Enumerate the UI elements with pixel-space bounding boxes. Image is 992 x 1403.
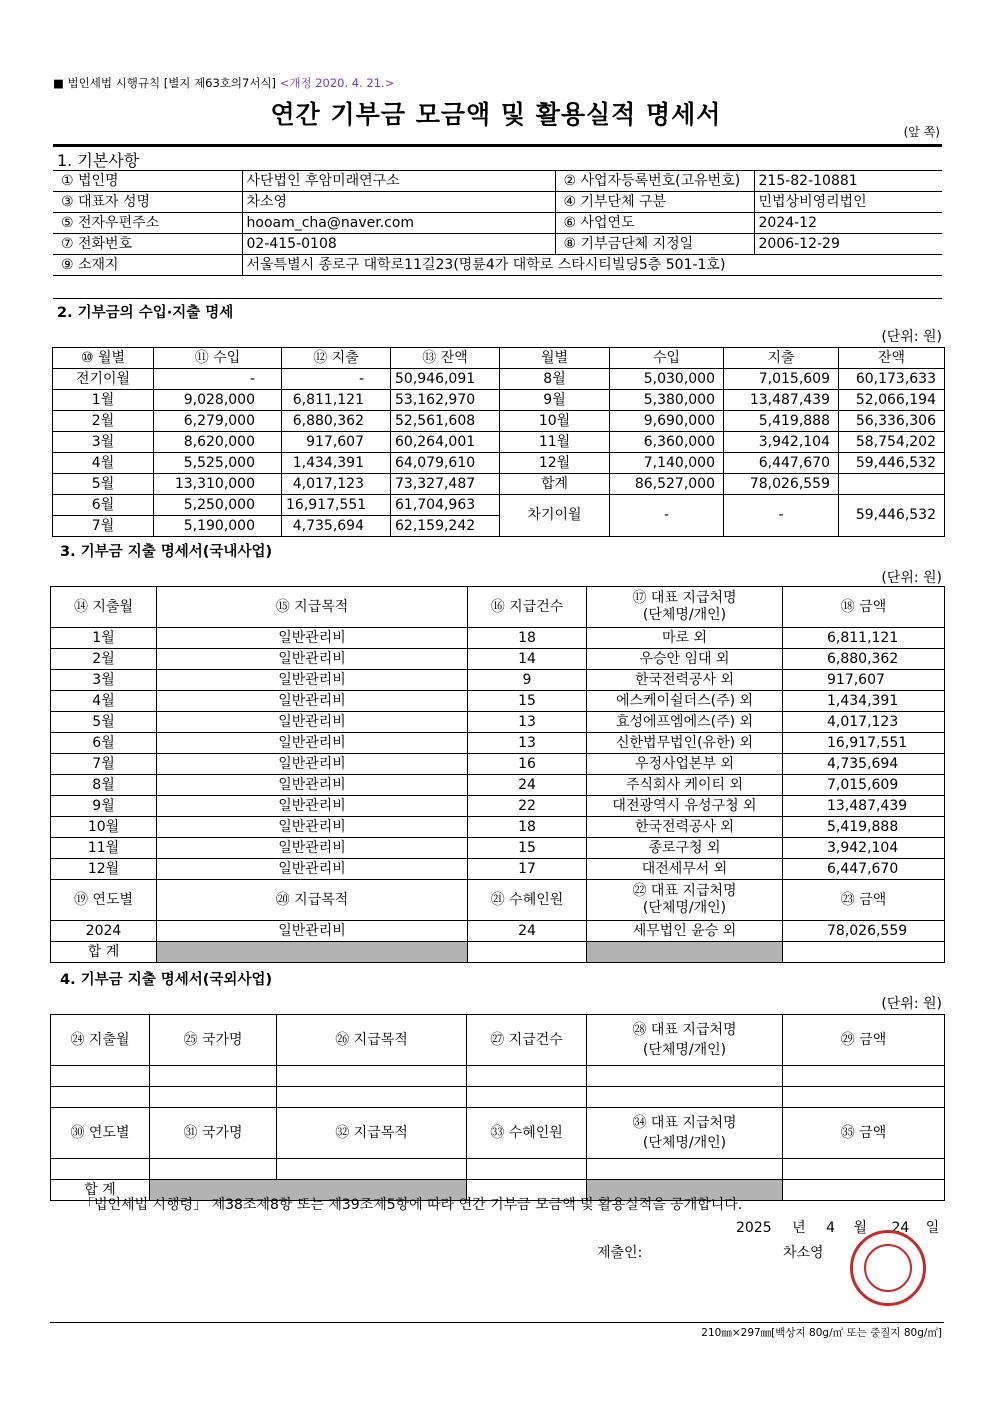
- expense-cell: 주식회사 케이티 외: [587, 775, 783, 796]
- expense-cell: 13: [468, 733, 587, 754]
- column-header: 지출: [724, 348, 839, 369]
- column-header: ⑩ 월별: [53, 348, 154, 369]
- expense-cell: 3월: [51, 670, 157, 691]
- header-line: ㉘ 대표 지급처명: [632, 1022, 737, 1038]
- monthly-cell: 6,447,670: [724, 453, 839, 474]
- expense-cell: 대전세무서 외: [587, 859, 783, 880]
- column-header: ㉓ 금액: [783, 880, 945, 921]
- column-header: ⑱ 금액: [783, 587, 945, 628]
- column-header: ㉖ 지급목적: [277, 1015, 467, 1066]
- year-cell: 2024: [51, 921, 157, 942]
- year-cell: 24: [468, 921, 587, 942]
- date-month-unit: 월: [853, 1220, 867, 1236]
- column-header: ⑭ 지출월: [51, 587, 157, 628]
- section4-title: 4. 기부금 지출 명세서(국외사업): [60, 972, 273, 988]
- monthly-cell: 86,527,000: [610, 474, 724, 495]
- monthly-cell: 5,525,000: [154, 453, 282, 474]
- info-row: [53, 171, 942, 192]
- header-line: (단체명/개인): [642, 1135, 727, 1151]
- monthly-cell: 52,066,194: [839, 390, 945, 411]
- monthly-cell: 3월: [53, 432, 154, 453]
- expense-cell: 16,917,551: [783, 733, 945, 754]
- expense-cell: 일반관리비: [157, 775, 468, 796]
- submitter-name: 차소영: [783, 1245, 824, 1261]
- expense-cell: 일반관리비: [157, 691, 468, 712]
- monthly-cell: 9,028,000: [154, 390, 282, 411]
- expense-cell: 에스케이쉴더스(주) 외: [587, 691, 783, 712]
- empty-cell: [467, 1066, 587, 1087]
- column-header: ㉕ 국가명: [150, 1015, 277, 1066]
- paper-spec: 210㎜×297㎜[백상지 80g/㎡ 또는 중질지 80g/㎡]: [701, 1327, 942, 1339]
- monthly-cell: 53,162,970: [391, 390, 500, 411]
- expense-cell: 4,017,123: [783, 712, 945, 733]
- monthly-cell: 13,487,439: [724, 390, 839, 411]
- expense-cell: 효성에프엠에스(주) 외: [587, 712, 783, 733]
- expense-cell: 8월: [51, 775, 157, 796]
- info-value: hooam_cha@naver.com: [242, 213, 555, 234]
- expense-row: [51, 649, 945, 670]
- year-cell: 일반관리비: [157, 921, 468, 942]
- expense-row: [51, 838, 945, 859]
- monthly-cell: 4,017,123: [282, 474, 391, 495]
- empty-cell: [468, 942, 587, 963]
- address-value: 서울특별시 종로구 대학로11길23(명륜4가 대학로 스타시티빌딩5층 501-1호): [242, 255, 942, 276]
- blank-row: [51, 1066, 945, 1087]
- expense-cell: 4월: [51, 691, 157, 712]
- page-title: 연간 기부금 모금액 및 활용실적 명세서: [270, 100, 722, 129]
- monthly-cell: 78,026,559: [724, 474, 839, 495]
- monthly-cell: 50,946,091: [391, 369, 500, 390]
- carry-forward-cell: -: [610, 495, 724, 537]
- expense-cell: 일반관리비: [157, 733, 468, 754]
- monthly-cell: 4,735,694: [282, 516, 391, 537]
- monthly-cell: [839, 474, 945, 495]
- expense-cell: 5,419,888: [783, 817, 945, 838]
- info-row: [53, 213, 942, 234]
- expense-cell: 15: [468, 838, 587, 859]
- monthly-row: [53, 411, 945, 432]
- expense-cell: 일반관리비: [157, 628, 468, 649]
- monthly-cell: 6,360,000: [610, 432, 724, 453]
- expense-cell: 22: [468, 796, 587, 817]
- date-year: 2025: [736, 1220, 772, 1236]
- expense-row: [51, 775, 945, 796]
- expense-row: [51, 754, 945, 775]
- carry-forward-cell: 59,446,532: [839, 495, 945, 537]
- column-header: [587, 587, 783, 628]
- expense-cell: 대전광역시 유성구청 외: [587, 796, 783, 817]
- section2-title: 2. 기부금의 수입·지출 명세: [57, 305, 234, 321]
- monthly-cell: 8,620,000: [154, 432, 282, 453]
- info-label: ⑦ 전화번호: [53, 234, 242, 255]
- monthly-cell: 3,942,104: [724, 432, 839, 453]
- expense-cell: 9: [468, 670, 587, 691]
- monthly-cell: 52,561,608: [391, 411, 500, 432]
- info-label: ⑥ 사업연도: [555, 213, 754, 234]
- expense-cell: 17: [468, 859, 587, 880]
- monthly-row: [53, 495, 945, 516]
- date-day-unit: 일: [925, 1220, 940, 1236]
- info-label: ⑤ 전자우편주소: [53, 213, 242, 234]
- column-header: ㉜ 지급목적: [277, 1108, 467, 1159]
- monthly-cell: 60,173,633: [839, 369, 945, 390]
- monthly-cell: 8월: [500, 369, 610, 390]
- expense-cell: 일반관리비: [157, 712, 468, 733]
- info-value: 차소영: [242, 192, 555, 213]
- expense-cell: 우정사업본부 외: [587, 754, 783, 775]
- section4-unit: (단위: 원): [881, 996, 942, 1012]
- monthly-cell: 5월: [53, 474, 154, 495]
- monthly-cell: 58,754,202: [839, 432, 945, 453]
- expense-row: [51, 628, 945, 649]
- monthly-cell: 62,159,242: [391, 516, 500, 537]
- expense-cell: 12월: [51, 859, 157, 880]
- monthly-cell: 6,811,121: [282, 390, 391, 411]
- expense-cell: 11월: [51, 838, 157, 859]
- expense-cell: 13: [468, 712, 587, 733]
- header-row: [51, 880, 945, 921]
- empty-cell: [783, 1087, 945, 1108]
- official-seal-stamp: [850, 1230, 926, 1306]
- monthly-cell: 64,079,610: [391, 453, 500, 474]
- header-line: ㉒ 대표 지급처명: [632, 883, 737, 899]
- expense-cell: 3,942,104: [783, 838, 945, 859]
- info-row: [53, 192, 942, 213]
- column-header: 월별: [500, 348, 610, 369]
- column-header: ㉚ 연도별: [51, 1108, 150, 1159]
- expense-row: [51, 691, 945, 712]
- empty-cell: [587, 1087, 783, 1108]
- info-label: ④ 기부단체 구분: [555, 192, 754, 213]
- expense-row: [51, 670, 945, 691]
- page-side-label: (앞 쪽): [903, 125, 940, 139]
- expense-cell: 일반관리비: [157, 838, 468, 859]
- domestic-expense-table: [50, 586, 945, 963]
- expense-cell: 18: [468, 628, 587, 649]
- expense-cell: 일반관리비: [157, 649, 468, 670]
- form-reference: [53, 75, 394, 91]
- header-line: (단체명/개인): [642, 1042, 727, 1058]
- header-line: (단체명/개인): [642, 607, 727, 623]
- basic-info-table: [53, 170, 942, 276]
- expense-cell: 4,735,694: [783, 754, 945, 775]
- expense-cell: 7,015,609: [783, 775, 945, 796]
- header-row: [51, 1108, 945, 1159]
- header-row: [53, 348, 945, 369]
- expense-cell: 14: [468, 649, 587, 670]
- section1-title: 1. 기본사항: [57, 151, 140, 170]
- total-row: [51, 942, 945, 963]
- expense-row: [51, 712, 945, 733]
- expense-cell: 13,487,439: [783, 796, 945, 817]
- header-line: (단체명/개인): [642, 900, 727, 916]
- carry-forward-cell: 차기이월: [500, 495, 610, 537]
- empty-cell: [467, 1087, 587, 1108]
- monthly-row: [53, 474, 945, 495]
- info-label: ② 사업자등록번호(고유번호): [555, 171, 754, 192]
- monthly-cell: 5,419,888: [724, 411, 839, 432]
- section-divider-2: [53, 298, 942, 299]
- empty-cell: [587, 1159, 783, 1180]
- column-header: ㉗ 지급건수: [467, 1015, 587, 1066]
- shaded-cell: [157, 942, 468, 963]
- empty-cell: [150, 1159, 277, 1180]
- monthly-cell: 7,015,609: [724, 369, 839, 390]
- expense-cell: 1,434,391: [783, 691, 945, 712]
- empty-cell: [51, 1066, 150, 1087]
- expense-cell: 7월: [51, 754, 157, 775]
- section3-unit: (단위: 원): [881, 570, 942, 586]
- expense-row: [51, 733, 945, 754]
- empty-cell: [150, 1066, 277, 1087]
- monthly-cell: -: [154, 369, 282, 390]
- column-header: ⑳ 지급목적: [157, 880, 468, 921]
- section2-unit: (단위: 원): [881, 329, 942, 345]
- expense-cell: 10월: [51, 817, 157, 838]
- empty-cell: [277, 1066, 467, 1087]
- empty-cell: [783, 1159, 945, 1180]
- year-cell: 세무법인 윤승 외: [587, 921, 783, 942]
- info-label: ③ 대표자 성명: [53, 192, 242, 213]
- monthly-cell: 1,434,391: [282, 453, 391, 474]
- monthly-cell: 9,690,000: [610, 411, 724, 432]
- column-header: ㉑ 수혜인원: [468, 880, 587, 921]
- monthly-cell: 61,704,963: [391, 495, 500, 516]
- monthly-cell: 13,310,000: [154, 474, 282, 495]
- expense-cell: 우승안 임대 외: [587, 649, 783, 670]
- empty-cell: [467, 1159, 587, 1180]
- info-value: 2006-12-29: [754, 234, 942, 255]
- overseas-expense-table: [50, 1014, 945, 1201]
- monthly-cell: 59,446,532: [839, 453, 945, 474]
- info-value: 민법상비영리법인: [754, 192, 942, 213]
- monthly-cell: 917,607: [282, 432, 391, 453]
- monthly-cell: 5,030,000: [610, 369, 724, 390]
- monthly-cell: 60,264,001: [391, 432, 500, 453]
- column-header: ⑫ 지출: [282, 348, 391, 369]
- carry-forward-cell: -: [724, 495, 839, 537]
- info-label: ⑧ 기부금단체 지정일: [555, 234, 754, 255]
- expense-cell: 일반관리비: [157, 754, 468, 775]
- column-header: [587, 1015, 783, 1066]
- info-value: 사단법인 후암미래연구소: [242, 171, 555, 192]
- monthly-cell: 6,279,000: [154, 411, 282, 432]
- expense-cell: 5월: [51, 712, 157, 733]
- info-value: 02-415-0108: [242, 234, 555, 255]
- monthly-cell: 5,190,000: [154, 516, 282, 537]
- total-label: 합 계: [51, 942, 157, 963]
- monthly-row: [53, 369, 945, 390]
- disclosure-statement: 「법인세법 시행령」 제38조제8항 또는 제39조제5항에 따라 연간 기부금 모금액 및 활용실적을 공개합니다.: [80, 1197, 743, 1213]
- empty-cell: [150, 1087, 277, 1108]
- monthly-cell: 전기이월: [53, 369, 154, 390]
- date-month: 4: [826, 1220, 835, 1236]
- monthly-row: [53, 390, 945, 411]
- shaded-cell: [587, 942, 783, 963]
- monthly-cell: 1월: [53, 390, 154, 411]
- header-row: [51, 1015, 945, 1066]
- monthly-cell: 5,250,000: [154, 495, 282, 516]
- expense-cell: 1월: [51, 628, 157, 649]
- expense-cell: 일반관리비: [157, 817, 468, 838]
- blank-row: [51, 1087, 945, 1108]
- address-row: [53, 255, 942, 276]
- empty-cell: [277, 1087, 467, 1108]
- column-header: 잔액: [839, 348, 945, 369]
- year-cell: 78,026,559: [783, 921, 945, 942]
- section3-title: 3. 기부금 지출 명세서(국내사업): [60, 544, 273, 560]
- column-header: ⑬ 잔액: [391, 348, 500, 369]
- expense-cell: 15: [468, 691, 587, 712]
- expense-cell: 일반관리비: [157, 796, 468, 817]
- monthly-cell: 4월: [53, 453, 154, 474]
- income-expense-table: [52, 347, 945, 537]
- monthly-row: [53, 432, 945, 453]
- date-day: 24: [891, 1220, 910, 1236]
- empty-cell: [51, 1087, 150, 1108]
- column-header: 수입: [610, 348, 724, 369]
- expense-cell: 9월: [51, 796, 157, 817]
- monthly-cell: 6월: [53, 495, 154, 516]
- monthly-cell: 2월: [53, 411, 154, 432]
- expense-cell: 한국전력공사 외: [587, 817, 783, 838]
- expense-cell: 917,607: [783, 670, 945, 691]
- monthly-cell: 73,327,487: [391, 474, 500, 495]
- column-header: [587, 880, 783, 921]
- revision-date: <개정 2020. 4. 21.>: [279, 76, 395, 90]
- info-row: [53, 234, 942, 255]
- column-header: [587, 1108, 783, 1159]
- expense-row: [51, 817, 945, 838]
- expense-cell: 24: [468, 775, 587, 796]
- expense-cell: 일반관리비: [157, 859, 468, 880]
- column-header: ⑮ 지급목적: [157, 587, 468, 628]
- address-label: ⑨ 소재지: [53, 255, 242, 276]
- monthly-cell: 10월: [500, 411, 610, 432]
- expense-cell: 16: [468, 754, 587, 775]
- submitter-label: 제출인:: [597, 1245, 643, 1261]
- expense-cell: 마로 외: [587, 628, 783, 649]
- monthly-cell: 7월: [53, 516, 154, 537]
- expense-cell: 18: [468, 817, 587, 838]
- bottom-divider: [50, 1322, 944, 1323]
- empty-cell: [277, 1159, 467, 1180]
- form-rule: ■ 법인세법 시행규칙 [별지 제63호의7서식]: [53, 76, 277, 90]
- empty-cell: [51, 1159, 150, 1180]
- column-header: ㉔ 지출월: [51, 1015, 150, 1066]
- expense-cell: 6,880,362: [783, 649, 945, 670]
- monthly-cell: 12월: [500, 453, 610, 474]
- info-label: ① 법인명: [53, 171, 242, 192]
- year-row: [51, 921, 945, 942]
- expense-cell: 6월: [51, 733, 157, 754]
- top-divider: [53, 144, 942, 147]
- monthly-cell: 7,140,000: [610, 453, 724, 474]
- monthly-cell: 6,880,362: [282, 411, 391, 432]
- monthly-cell: 11월: [500, 432, 610, 453]
- empty-cell: [783, 1066, 945, 1087]
- date-year-unit: 년: [792, 1220, 806, 1236]
- empty-cell: [587, 1066, 783, 1087]
- column-header: ㉟ 금액: [783, 1108, 945, 1159]
- info-value: 215-82-10881: [754, 171, 942, 192]
- column-header: ⑪ 수입: [154, 348, 282, 369]
- header-line: ⑰ 대표 지급처명: [632, 590, 737, 606]
- expense-cell: 6,447,670: [783, 859, 945, 880]
- column-header: ⑯ 지급건수: [468, 587, 587, 628]
- expense-cell: 한국전력공사 외: [587, 670, 783, 691]
- monthly-cell: 56,336,306: [839, 411, 945, 432]
- blank-row: [51, 1159, 945, 1180]
- monthly-cell: 5,380,000: [610, 390, 724, 411]
- header-line: ㉞ 대표 지급처명: [632, 1115, 737, 1131]
- expense-cell: 6,811,121: [783, 628, 945, 649]
- expense-cell: 일반관리비: [157, 670, 468, 691]
- submission-date: [736, 1217, 939, 1237]
- expense-cell: 신한법무법인(유한) 외: [587, 733, 783, 754]
- expense-row: [51, 796, 945, 817]
- column-header: ㉛ 국가명: [150, 1108, 277, 1159]
- empty-cell: [783, 942, 945, 963]
- expense-cell: 2월: [51, 649, 157, 670]
- expense-row: [51, 859, 945, 880]
- column-header: ㉙ 금액: [783, 1015, 945, 1066]
- info-value: 2024-12: [754, 213, 942, 234]
- monthly-cell: -: [282, 369, 391, 390]
- expense-cell: 종로구청 외: [587, 838, 783, 859]
- column-header: ⑲ 연도별: [51, 880, 157, 921]
- monthly-cell: 16,917,551: [282, 495, 391, 516]
- column-header: ㉝ 수혜인원: [467, 1108, 587, 1159]
- empty-cell: [783, 1180, 945, 1201]
- header-row: [51, 587, 945, 628]
- monthly-cell: 9월: [500, 390, 610, 411]
- monthly-row: [53, 453, 945, 474]
- monthly-cell: 합계: [500, 474, 610, 495]
- total-label: 합 계: [51, 1180, 150, 1201]
